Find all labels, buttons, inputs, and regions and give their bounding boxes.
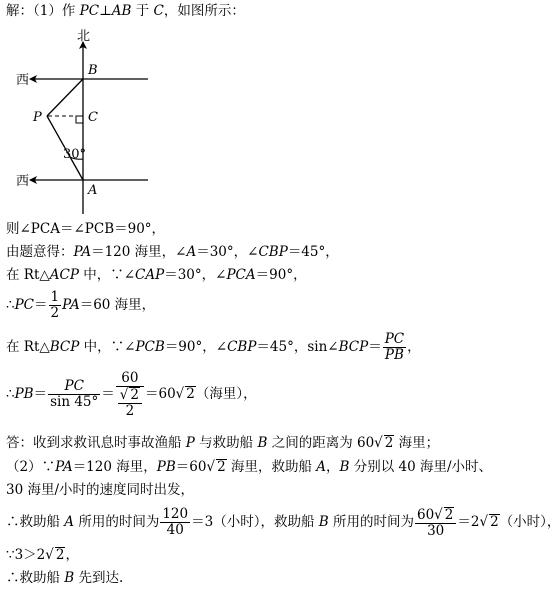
header-yu: 于 [135,3,150,19]
l4a: ∴ [6,297,15,313]
t1a: ∴救助船 [6,514,65,530]
line-2 [6,243,339,261]
l5f: CBP [227,339,257,355]
p2k: 分别以 40 海里/小时、 [349,459,493,475]
radical-sign: √ [206,458,216,476]
l4d: PA [62,297,80,313]
l5d: PCB [135,339,165,355]
answer-line [6,434,439,452]
l3g: ＝90°， [255,267,307,283]
p2j: B [339,459,350,475]
label-west-bottom: 西 [16,174,30,189]
c2c: 先到达. [74,570,124,586]
ans1a: 答：收到求救讯息时事故渔船 [6,435,186,451]
t1num2b: 2 [444,506,454,523]
l4den: 2 [50,305,60,321]
l2g: ＝45°， [287,244,339,260]
t1i: （小时）， [499,514,560,530]
l2b: PA [73,244,92,260]
fraction-60-over-sqrt2-2 [116,371,144,419]
l4e: ＝60 海里， [79,297,156,313]
l5b: BCP [49,339,80,355]
l4c: ＝ [34,297,48,313]
header-prefix: 解：（1）作 [6,3,76,19]
t1num2 [415,507,456,524]
fraction-60sqrt2-30 [415,507,456,539]
l3a: 在 Rt△ [6,267,50,283]
fraction-one-half [49,290,62,321]
l6den2a: 2 [130,386,139,403]
p2c: ＝120 海里， [72,459,157,475]
ans1c: 与救助船 [194,435,258,451]
radical-sign: √ [45,546,54,564]
point-c: C [153,3,164,19]
label-c: C [88,110,98,125]
p2a: （2）∵ [6,459,56,475]
l3b: ACP [49,267,79,283]
t1num: 120 [162,506,189,522]
l6a: ∴ [6,386,15,402]
perp-symbol: ⊥ [99,3,112,19]
l5h: BCP [338,339,369,355]
t1den: 40 [166,522,184,538]
radical-sign: √ [434,506,443,523]
p2h: A [316,459,326,475]
segment-pc: PC [79,3,100,19]
fraction-120-40 [160,507,190,538]
t1g: ＝2 [457,514,480,530]
l5num: PC [384,331,405,347]
l2f: CBP [258,244,288,260]
p3: 30 海里/小时的速度同时出发， [6,482,195,498]
radical-sign: √ [374,434,383,452]
ans1g: 海里； [394,435,440,451]
p2g: 海里，救助船 [226,459,317,475]
label-angle: 30° [63,147,87,162]
l5e: ＝90°，∠ [164,339,228,355]
p2d: PB [156,459,176,475]
l5a: 在 Rt△ [6,339,50,355]
line-1 [6,220,165,238]
t1b: A [64,514,75,530]
t1c: 所用的时间为 [74,514,160,530]
t1den2: 30 [427,522,445,539]
fraction-pc-sin45 [48,379,100,410]
l4num: 1 [50,289,60,305]
l6c: ＝ [33,386,48,402]
radical-sign: √ [175,385,185,403]
l2a: 由题意得： [6,244,74,260]
l3c: 中，∵∠ [78,267,136,283]
p2e: ＝60 [175,459,207,475]
fraction-pc-pb [383,332,406,363]
l3d: CAP [135,267,165,283]
compare-line [6,546,79,564]
l6f: 2 [186,386,195,402]
c1a: ∵3＞2 [6,547,46,563]
l6d: ＝ [101,386,115,402]
c2b: B [64,570,75,586]
line-1-text: 则∠PCA＝∠PCB＝90°， [6,221,166,237]
label-west-top: 西 [16,73,30,88]
l6b: PB [14,386,34,402]
t1e: B [318,514,329,530]
l6num2: 60 [116,371,144,387]
l6den: sin 45° [50,394,99,410]
label-p: P [33,110,42,125]
line-6 [6,368,257,420]
ans1b: P [185,435,195,451]
l5den: PB [384,347,404,363]
part2-line-2 [6,481,194,499]
l6den2b: 2 [125,402,135,419]
l6g: （海里）， [195,386,257,402]
radical-sign: √ [119,386,129,403]
label-a: A [88,183,98,198]
right-angle-mark [76,116,83,123]
part2-line-1 [6,458,492,476]
fraction-sqrt2-over-2 [118,387,142,419]
l5i: ＝ [368,339,382,355]
conclusion-line [6,569,123,587]
l2c: ＝120 海里，∠ [91,244,187,260]
l6e: ＝60 [144,386,176,402]
segment-ab: AB [111,3,132,19]
ans1d: B [257,435,268,451]
t1num2a: 60 [416,506,435,523]
c2a: ∴救助船 [6,570,65,586]
p2b: PA [55,459,73,475]
radical-sign: √ [479,513,489,531]
t1h: 2 [490,514,499,530]
line-3 [6,266,307,284]
header-rest: ，如图所示： [163,3,245,19]
line-4 [6,288,155,322]
segment-pb [47,79,83,116]
label-north: 北 [77,29,91,44]
c1c: ， [65,547,79,563]
ans1f: 2 [384,435,394,451]
l4b: PC [14,297,35,313]
line-5 [6,330,421,364]
time-line [6,503,560,541]
l5g: ＝45°，sin∠ [256,339,339,355]
p2f: 2 [217,459,226,475]
l2e: ＝30°，∠ [196,244,259,260]
l5j: ， [407,339,421,355]
l3f: PCA [226,267,256,283]
l5c: 中，∵∠ [79,339,136,355]
c1b: 2 [55,547,65,563]
t1f: 所用的时间为 [328,514,414,530]
l6num: PC [48,379,100,395]
sqrt2-num [118,387,142,404]
l3e: ＝30°，∠ [164,267,227,283]
ans1e: 之间的距离为 60 [267,435,375,451]
t1d: ＝3（小时），救助船 [191,514,319,530]
p2i: ， [326,459,340,475]
label-b: B [88,63,98,78]
l2d: A [186,244,197,260]
